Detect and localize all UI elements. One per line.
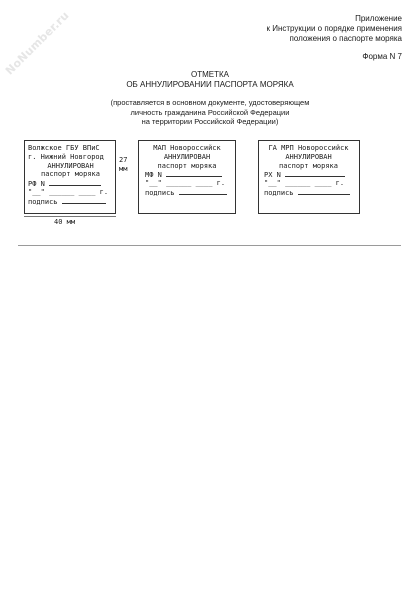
title-line: ОБ АННУЛИРОВАНИИ ПАСПОРТА МОРЯКА — [126, 80, 294, 89]
stamp-series-row — [28, 179, 113, 188]
stamp-sign-label: подпись — [28, 197, 58, 206]
height-unit: мм — [119, 164, 128, 173]
width-dimension: 40 мм — [54, 218, 76, 226]
width-dimension-line — [24, 216, 116, 217]
stamp-doc-type: паспорт моряка — [157, 161, 217, 170]
stamp-date: "__" ______ ____ г. — [264, 179, 345, 188]
sign-blank-line — [298, 188, 350, 195]
note-line: личность гражданина Российской Федерации — [130, 107, 290, 117]
stamp-map-novorossiysk — [138, 140, 236, 214]
form-number: Форма N 7 — [362, 52, 402, 61]
stamp-org-line: ГА МРП Новороссийск — [268, 144, 349, 152]
stamp-series-row — [264, 170, 357, 179]
watermark: NoNumber.ru — [2, 8, 72, 78]
stamp-ga-mrp-novorossiysk — [258, 140, 360, 214]
height-dimension — [119, 156, 127, 174]
note-line: на территории Российской Федерации) — [141, 117, 279, 126]
appendix-header — [266, 14, 402, 44]
stamp-series-row — [145, 170, 233, 179]
stamp-sign-row — [145, 188, 233, 197]
stamp-date: "__" ______ ____ г. — [28, 187, 109, 196]
stamp-volzhskoe — [24, 140, 116, 214]
title-line: ОТМЕТКА — [191, 70, 229, 79]
note-line: (проставляется в основном документе, удостоверяющем — [110, 98, 310, 107]
stamp-status: АННУЛИРОВАН — [285, 152, 332, 161]
stamp-series: МФ N — [145, 171, 162, 180]
stamp-doc-type: паспорт моряка — [40, 170, 100, 179]
stamp-org-line: г. Нижний Новгород — [28, 152, 104, 161]
stamp-sign-row — [28, 197, 113, 206]
series-blank-line — [49, 179, 101, 186]
stamp-status: АННУЛИРОВАН — [47, 161, 94, 170]
stamp-doc-type: паспорт моряка — [278, 161, 338, 170]
stamp-sign-row — [264, 188, 357, 197]
stamp-sign-label: подпись — [264, 188, 294, 197]
document-title — [0, 70, 420, 90]
height-value: 27 — [119, 156, 128, 164]
stamp-date: "__" ______ ____ г. — [145, 179, 226, 188]
stamp-org-line: МАП Новороссийск — [153, 144, 221, 152]
appendix-line: к Инструкции о порядке применения — [266, 24, 402, 33]
appendix-line: положения о паспорте моряка — [289, 34, 402, 43]
usage-note — [0, 98, 420, 127]
stamp-series: РФ N — [28, 180, 45, 189]
sign-blank-line — [179, 188, 227, 195]
sign-blank-line — [62, 197, 106, 204]
series-blank-line — [166, 170, 222, 177]
stamp-status: АННУЛИРОВАН — [163, 152, 211, 161]
stamp-org-line: Волжское ГБУ ВПиС — [28, 144, 100, 152]
section-divider — [18, 245, 401, 246]
stamp-series: РХ N — [264, 171, 281, 180]
appendix-line: Приложение — [355, 14, 402, 23]
stamp-sign-label: подпись — [145, 188, 175, 197]
series-blank-line — [285, 170, 345, 177]
